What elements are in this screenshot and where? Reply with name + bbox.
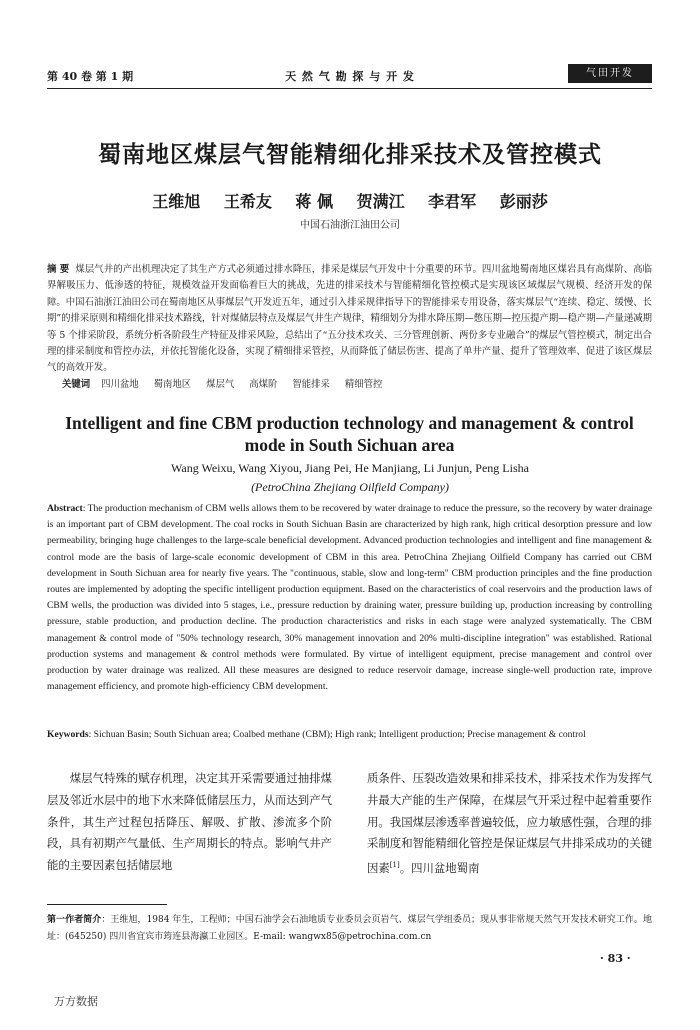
author-name: 李君军 bbox=[428, 192, 477, 211]
keyword: 精细管控 bbox=[344, 379, 383, 390]
journal-issue: 第 40 卷 第 1 期 bbox=[47, 70, 134, 83]
abstract-label: 摘 要 bbox=[47, 264, 70, 275]
keywords-label: Keywords bbox=[47, 729, 89, 740]
abstract-text: 煤层气井的产出机理决定了其生产方式必须通过排水降压，排采是煤层气开发中十分重要的环节。四川盆地蜀南地区煤岩具有高煤阶、高临界解吸压力、低渗透的特征，规模效益开发面临着巨大的挑战，先进的排采技术与智能精细化管控模式是实现该区域煤层气规模、经济开发的保障。中国石油浙江油田公司在蜀南地区从事煤层气开发近五年，通过引入排采规律指导下的智能排采专用设备，落实煤层气“连续、稳定、缓慢、长期”的排采原则和精细化排采技术路线，针对煤储层特点及煤层气井生产规律，精细划分为排水降压期—憋压期—控压提产期—稳产期—产量递减期等 5 个排采阶段，系统分析各阶段生产特征及排采风险，总结出了“五分技术攻关、三分管理创新、两份多专业融合”的煤层气管控模式，制定出合理的排采制度和管控办法，并依托智能化设备，实现了精细排采管控，从而降低了储层伤害、提高了单井产量、提升了管理效率、促进了该区煤层气的高效开发。 bbox=[47, 264, 653, 374]
keywords-label: 关键词 bbox=[62, 379, 91, 390]
affiliation-chinese: 中国石油浙江油田公司 bbox=[300, 220, 400, 231]
author-name: 贺满江 bbox=[356, 192, 405, 211]
author-name: 蒋 佩 bbox=[295, 192, 333, 211]
keyword: 智能排采 bbox=[292, 379, 330, 390]
body-text: 质条件、压裂改造效果和排采技术，排采技术作为发挥气井最大产能的生产保障，在煤层气开采过程中起着重要作用。我国煤层渗透率普遍较低，应力敏感性强，合理的排采制度和智能精细化管控是保证煤层气井排采成功的关键因素 bbox=[367, 771, 652, 875]
keywords-chinese bbox=[62, 376, 394, 390]
section-tag: 气田开发 bbox=[568, 64, 652, 83]
footnote-label: 第一作者简介 bbox=[47, 915, 102, 925]
watermark-text: 万方数据 bbox=[54, 995, 98, 1008]
keywords-text: : Sichuan Basin; South Sichuan area; Coalbed methane (CBM); High rank; Intelligent production; Precise management & control bbox=[88, 729, 586, 740]
keyword: 煤层气 bbox=[206, 379, 235, 390]
title-chinese: 蜀南地区煤层气智能精细化排采技术及管控模式 bbox=[98, 142, 602, 168]
title-english: Intelligent and fine CBM production technology and management & control mode in South Sichuan area bbox=[65, 413, 634, 455]
authors-english: Wang Weixu, Wang Xiyou, Jiang Pei, He Manjiang, Li Junjun, Peng Lisha bbox=[171, 461, 529, 475]
affiliation-english: (PetroChina Zhejiang Oilfield Company) bbox=[251, 480, 449, 494]
authors-chinese bbox=[0, 189, 700, 212]
citation-ref: [1] bbox=[389, 861, 400, 870]
footnote-text: ：王维旭，1984 年生，工程师；中国石油学会石油地质专业委员会页岩气、煤层气学组委员；现从事非常规天然气开发技术研究工作。地址：(645250) 四川省宜宾市筠连县海瀛工业园区。E-mail: wangwx85@petrochina.com.cn bbox=[47, 915, 652, 942]
keyword: 高煤阶 bbox=[249, 379, 278, 390]
body-column-right bbox=[367, 768, 652, 880]
keyword: 四川盆地 bbox=[101, 379, 139, 390]
abstract-chinese bbox=[47, 262, 652, 377]
keyword: 蜀南地区 bbox=[153, 379, 192, 390]
author-name: 王维旭 bbox=[152, 192, 201, 211]
page-number: · 83 · bbox=[600, 952, 631, 965]
author-name: 彭丽莎 bbox=[499, 192, 548, 211]
body-column-left: 煤层气特殊的赋存机理，决定其开采需要通过抽排煤层及邻近水层中的地下水来降低储层压力，从而达到产气条件，其生产过程包括降压、解吸、扩散、渗流多个阶段，具有初期产气量低、生产周期长的特点。影响气井产能的主要因素包括储层地 bbox=[47, 771, 332, 873]
abstract-text: : The production mechanism of CBM wells allows them to be recovered by water drainage to reduce the pressure, so the recovery by water drainage is an important part of CBM development. The coal rocks in South Sichuan Basin are characterized by high rank, high critical desorption pressure and low permeability, bringing huge challenges to the large-scale beneficial development. Advanced production technologies and intelligent and fine management & control mode are the basis of large-scale economic development of CBM in this area. PetroChina Zhejiang Oilfield Company has carried out CBM development in South Sichuan area for nearly five years. The "continuous, stable, slow and long-term" CBM production principles and the fine production routes are implemented by adopting the specific intelligent production equipment. Based on the characteristics of coal reservoirs and the production laws of CBM wells, the production was divided into 5 stages, i.e., pressure reduction by draining water, pressure building up, production increasing by controlling pressure, stable production, and production decline. The production characteristics and risks in each stage were analyzed systematically. The CBM management & control mode of "50% technology research, 30% management innovation and 20% multi-discipline integration" was established. Rational production systems and management & control methods were formulated. By virtue of intelligent equipment, precise management and control over production by water drainage was realized. All these measures are designed to reduce reservoir damage, increase single-well production rate, improve management efficiency, and promote high-efficiency CBM development. bbox=[47, 503, 652, 693]
journal-name: 天 然 气 勘 探 与 开 发 bbox=[285, 70, 415, 83]
keywords-english bbox=[47, 727, 652, 743]
abstract-label: Abstract bbox=[47, 503, 83, 514]
author-name: 王希友 bbox=[223, 192, 272, 211]
header-divider bbox=[47, 88, 652, 89]
body-text-tail: 。四川盆地蜀南 bbox=[399, 860, 480, 875]
author-footnote bbox=[47, 912, 652, 946]
footnote-divider bbox=[47, 904, 167, 905]
abstract-english bbox=[47, 501, 652, 695]
